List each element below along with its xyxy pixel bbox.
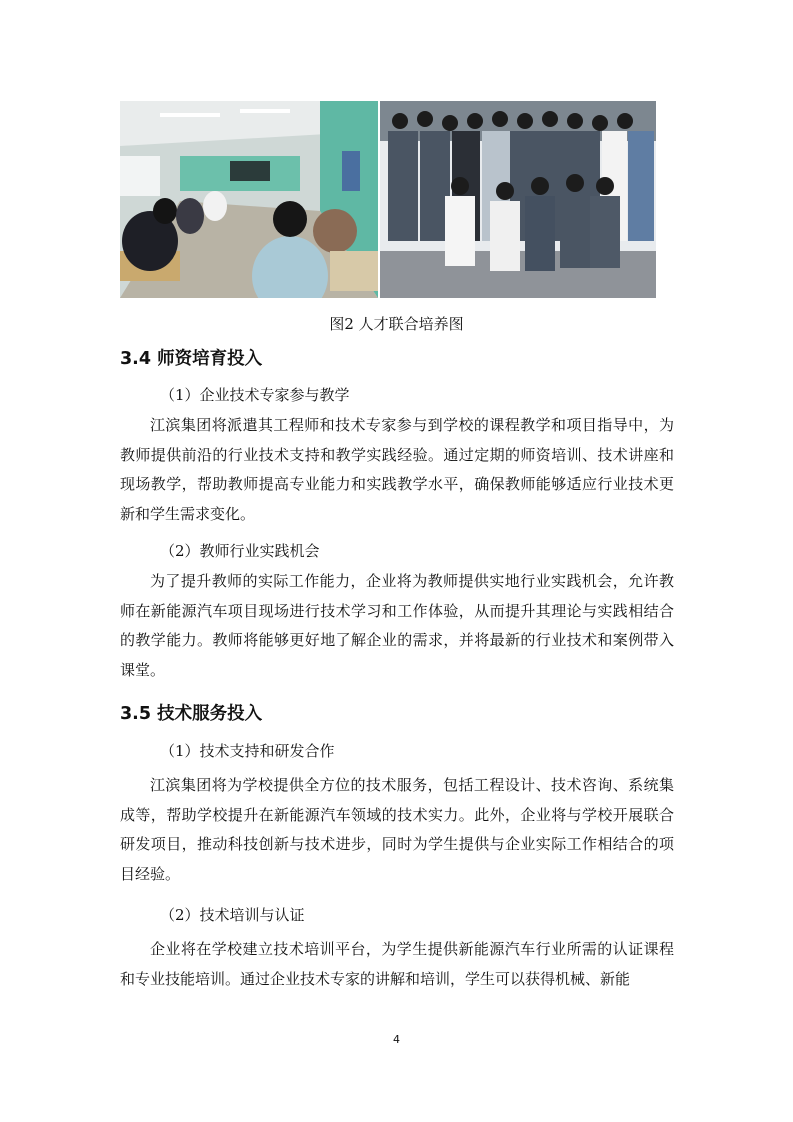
- figure-caption: 图2 人才联合培养图: [329, 315, 464, 333]
- section-heading-3-5: 3.5 技术服务投入: [120, 704, 263, 724]
- paragraph-teacher-practice: 为了提升教师的实际工作能力，企业将为教师提供实地行业实践机会，允许教师在新能源汽车项目现场进行技术学习和工作体验，从而提升其理论与实践相结合的教学能力。教师将能够更好地了解企业的需求，并将最新的行业技术和案例带入课堂。: [120, 572, 674, 679]
- classroom-photo: [120, 101, 378, 298]
- paragraph-tech-support: 江滨集团将为学校提供全方位的技术服务，包括工程设计、技术咨询、系统集成等，帮助学校提升在新能源汽车领域的技术实力。此外，企业将与学校开展联合研发项目，推动科技创新与技术进步，同时为学生提供与企业实际工作相结合的项目经验。: [120, 776, 674, 883]
- group-photo: [380, 101, 656, 298]
- paragraph-tech-training: 企业将在学校建立技术培训平台，为学生提供新能源汽车行业所需的认证课程和专业技能培训。通过企业技术专家的讲解和培训，学生可以获得机械、新能: [120, 940, 674, 988]
- subheading-teacher-practice: （2）教师行业实践机会: [160, 542, 320, 560]
- section-heading-3-4: 3.4 师资培育投入: [120, 349, 263, 369]
- subheading-tech-support: （1）技术支持和研发合作: [160, 742, 335, 760]
- paragraph-enterprise-experts: 江滨集团将派遣其工程师和技术专家参与到学校的课程教学和项目指导中，为教师提供前沿的行业技术支持和教学实践经验。通过定期的师资培训、技术讲座和现场教学，帮助教师提高专业能力和实践教学水平，确保教师能够适应行业技术更新和学生需求变化。: [120, 416, 674, 523]
- page-number: 4: [393, 1033, 400, 1046]
- subheading-tech-training: （2）技术培训与认证: [160, 906, 305, 924]
- subheading-enterprise-experts: （1）企业技术专家参与教学: [160, 386, 350, 404]
